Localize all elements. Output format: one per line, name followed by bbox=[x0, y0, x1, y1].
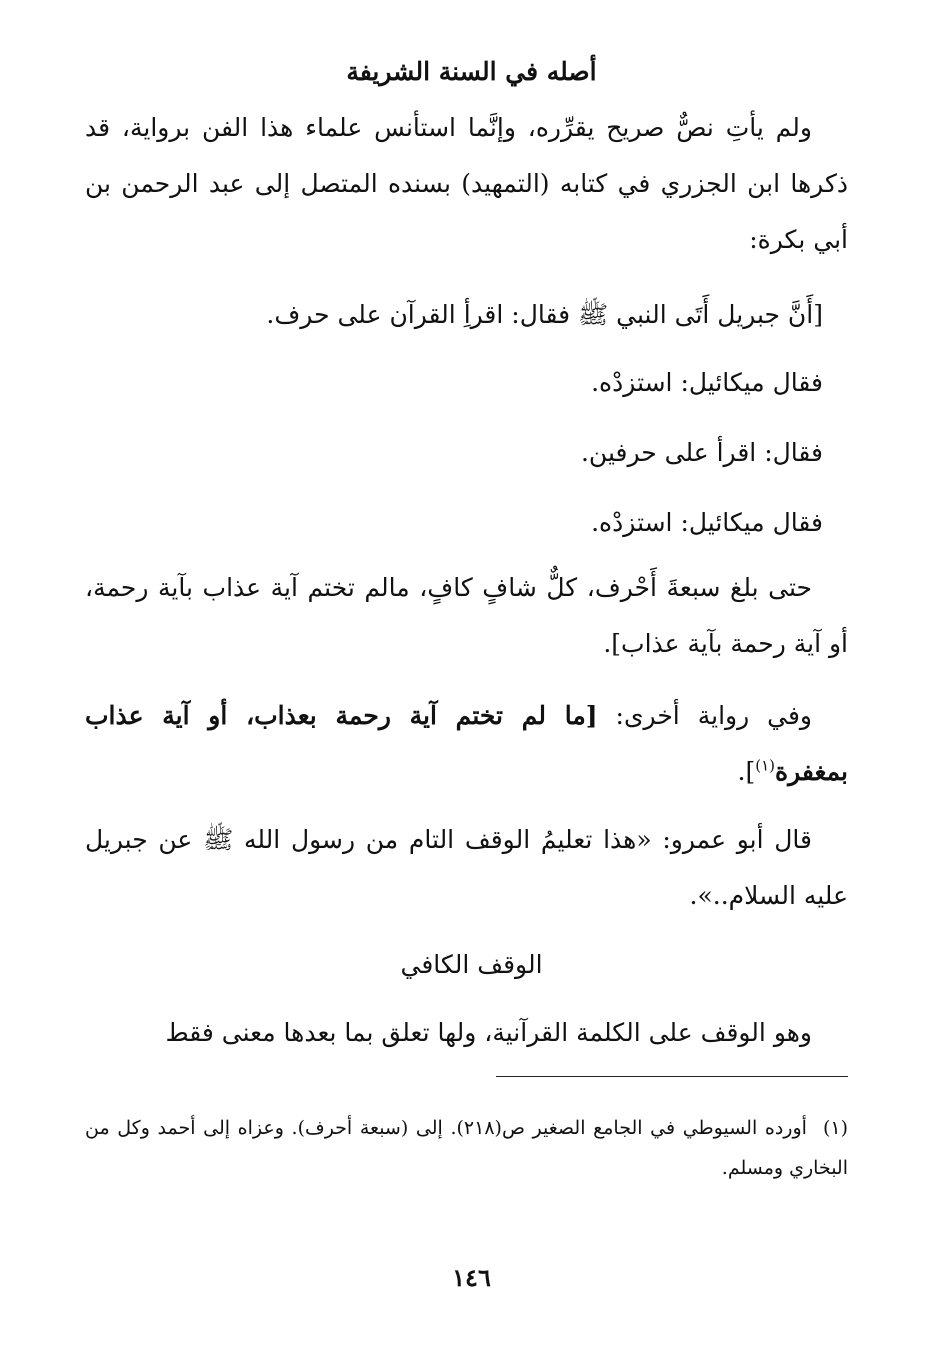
page-number: ١٤٦ bbox=[452, 1263, 491, 1292]
paragraph-definition: وهو الوقف على الكلمة القرآنية، ولها تعلق بما بعدها معنى فقط bbox=[165, 1018, 812, 1047]
paragraph-abu-amr: قال أبو عمرو: «هذا تعليمُ الوقف التام من رسول الله ﷺ عن جبريل عليه السلام..». bbox=[85, 825, 848, 910]
running-header: أصله في السنة الشريفة bbox=[346, 57, 597, 86]
paragraph-intro: ولم يأتِ نصٌّ صريح يقرِّره، وإنَّما استأنس علماء هذا الفن برواية، قد ذكرها ابن الجزري في كتابه (التمهيد) بسنده المتصل إلى عبد الرحمن بن أبي بكرة: bbox=[85, 113, 848, 254]
footnote-marker: (١) bbox=[755, 756, 775, 775]
hadith-line-1: [أَنَّ جبريل أَتَى النبي ﷺ فقال: اقرأِ القرآن على حرف. bbox=[266, 300, 823, 329]
footnote-number: (١) bbox=[822, 1117, 848, 1139]
paragraph-other-narration bbox=[85, 688, 848, 800]
hadith-conclusion: حتى بلغ سبعةَ أَحْرف، كلٌّ شافٍ كافٍ، مالم تختم آية عذاب بآية رحمة، أو آية رحمة بآية عذاب]. bbox=[85, 573, 848, 658]
footnote-text: أورده السيوطي في الجامع الصغير ص(٢١٨). إلى (سبعة أحرف). وعزاه إلى أحمد وكل من البخاري ومسلم. bbox=[85, 1117, 848, 1179]
hadith-line-3: فقال: اقرأ على حرفين. bbox=[580, 438, 823, 467]
narration-end: ]. bbox=[737, 757, 756, 786]
hadith-line-4: فقال ميكائيل: استزدْه. bbox=[591, 508, 823, 537]
footnote-divider bbox=[496, 1076, 848, 1077]
narration-intro: وفي رواية أخرى: bbox=[597, 701, 813, 730]
section-heading: الوقف الكافي bbox=[400, 950, 543, 979]
narration-bold-text: [ما لم تختم آية رحمة بعذاب، أو آية عذاب بمغفرة bbox=[85, 701, 848, 786]
hadith-line-2: فقال ميكائيل: استزدْه. bbox=[591, 368, 823, 397]
footnote bbox=[85, 1108, 848, 1188]
